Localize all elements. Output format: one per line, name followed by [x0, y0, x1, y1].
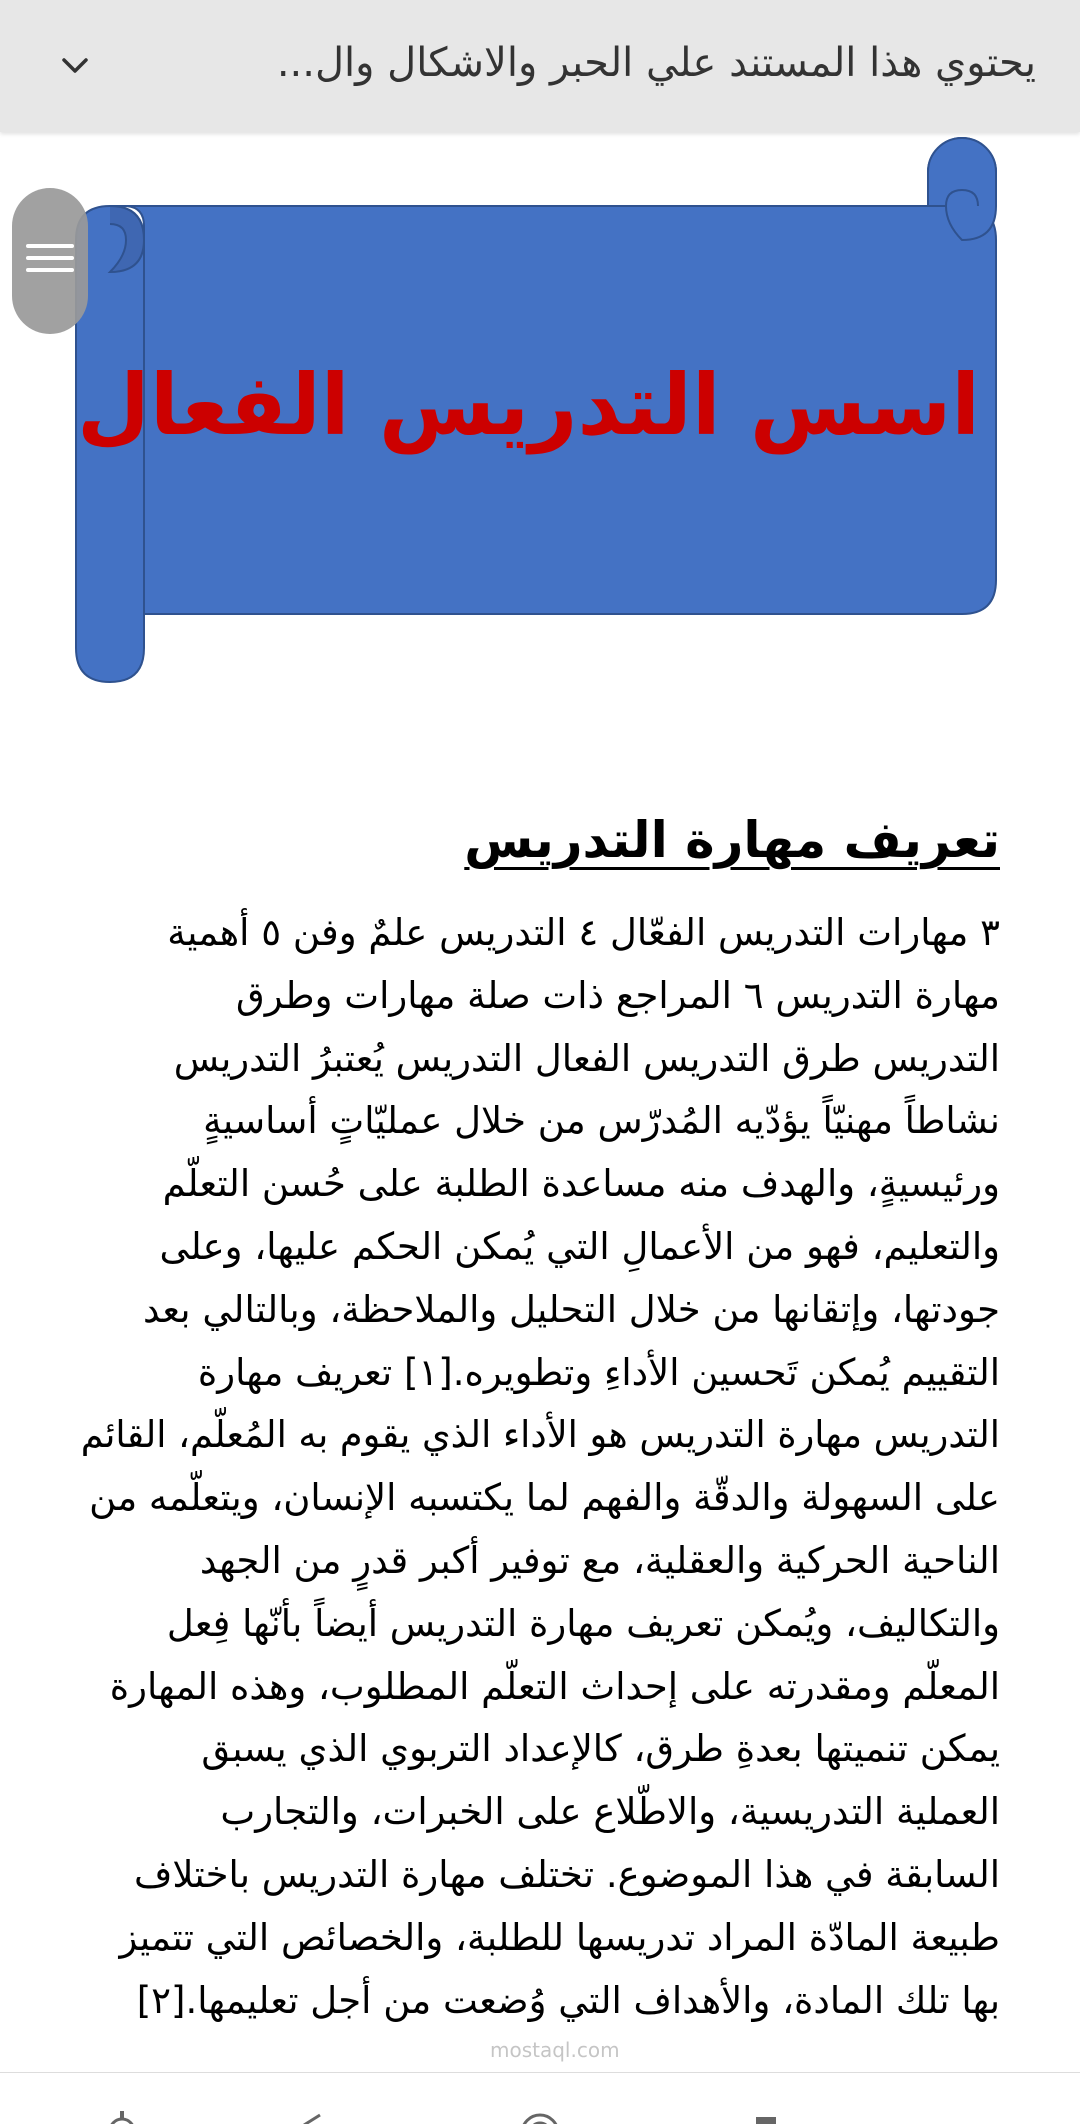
- body-line: ٣ مهارات التدريس الفعّال ٤ التدريس علمٌ وفن ٥ أهمية: [167, 911, 1000, 954]
- body-line: التقييم يُمكن تَحسين الأداءِ وتطويره.[١] تعريف مهارة: [197, 1350, 1000, 1394]
- body-line: جودتها، وإتقانها من خلال التحليل والملاحظة، وبالتالي بعد: [143, 1287, 1000, 1331]
- top-bar: [0, 0, 1080, 132]
- settings-icon[interactable]: [100, 2109, 144, 2124]
- body-line: نشاطاً مهنيّاً يؤدّيه المُدرّس من خلال عمليّاتٍ أساسيةٍ: [203, 1099, 1000, 1143]
- body-line: مهارة التدريس ٦ المراجع ذات صلة مهارات وطرق: [236, 973, 1000, 1017]
- body-line: المعلّم ومقدرته على إحداث التعلّم المطلوب، وهذه المهارة: [109, 1664, 1000, 1708]
- section-heading: تعريف مهارة التدريس: [464, 811, 1000, 869]
- body-line: التدريس مهارة التدريس هو الأداء الذي يقوم به المُعلّم، القائم: [80, 1413, 1001, 1457]
- body-paragraph: [80, 902, 1000, 2032]
- body-line: يمكن تنميتها بعدةِ طرق، كالإعداد التربوي الذي يسبق: [201, 1727, 1000, 1771]
- body-line: ورئيسيةٍ، والهدف منه مساعدة الطلبة على حُسن التعلّم: [162, 1162, 1000, 1206]
- hamburger-icon[interactable]: [12, 188, 88, 334]
- search-icon[interactable]: [518, 2109, 562, 2124]
- body-line: السابقة في هذا الموضوع. تختلف مهارة التدريس باختلاف: [134, 1852, 1000, 1896]
- body-line: والتكاليف، ويُمكن تعريف مهارة التدريس أيضاً بأنّها فِعل: [166, 1601, 1000, 1645]
- body-line: طبيعة المادّة المراد تدريسها للطلبة، والخصائص التي تتميز: [119, 1915, 1000, 1959]
- edit-icon[interactable]: [744, 2109, 788, 2124]
- scroll-banner: [0, 132, 1080, 712]
- body-line: الناحية الحركية والعقلية، مع توفير أكبر قدرٍ من الجهد: [199, 1538, 1000, 1582]
- chevron-down-icon[interactable]: [52, 42, 98, 88]
- body-line: على السهولة والدقّة والفهم لما يكتسبه الإنسان، ويتعلّمه من: [89, 1476, 1000, 1520]
- document-notice-title[interactable]: يحتوي هذا المستند علي الحبر والاشكال وال...: [276, 40, 1036, 86]
- body-line: بها تلك المادة، والأهداف التي وُضعت من أجل تعليمها.[٢]: [136, 1978, 1000, 2022]
- banner-title: اسس التدريس الفعال: [76, 356, 980, 454]
- body-line: التدريس طرق التدريس الفعال التدريس يُعتبرُ التدريس: [173, 1036, 1000, 1080]
- body-line: العملية التدريسية، والاطّلاع على الخبرات، والتجارب: [220, 1790, 1000, 1834]
- bottom-toolbar: [0, 2072, 1080, 2124]
- watermark: mostaql.com: [490, 2038, 620, 2062]
- share-icon[interactable]: [290, 2109, 334, 2124]
- body-line: والتعليم، فهو من الأعمالِ التي يُمكن الحكم عليها، وعلى: [159, 1224, 1000, 1268]
